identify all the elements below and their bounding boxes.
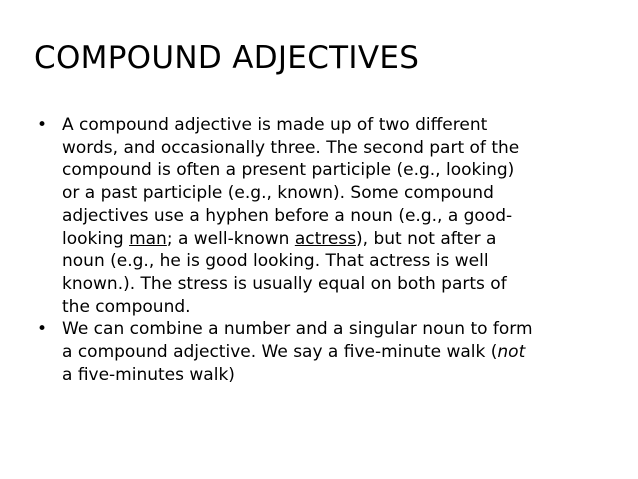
underlined-word-actress: actress: [294, 228, 357, 249]
bullet1-line-9: the compound.: [62, 296, 191, 317]
italic-word-not: not: [497, 342, 526, 363]
bullet1-line-8: known.). The stress is usually equal on both parts of: [62, 273, 507, 294]
bullet-item-number-noun: [36, 318, 596, 386]
bullet2-line-3: a five-minutes walk): [62, 364, 235, 385]
text-segment: looking: [62, 228, 130, 249]
bullet1-line-6: [62, 228, 596, 251]
bullet-list: [36, 114, 596, 386]
bullet1-line-3: compound is often a present participle (e.g., looking): [62, 160, 515, 181]
bullet-marker: •: [37, 319, 48, 340]
text-segment: a compound adjective. We say a five-minute walk (: [62, 342, 498, 363]
slide-title: COMPOUND ADJECTIVES: [34, 40, 420, 76]
bullet2-line-1: We can combine a number and a singular noun to form: [62, 319, 533, 340]
bullet2-line-2: [62, 341, 596, 364]
bullet-item-definition: [36, 114, 596, 318]
bullet1-line-2: words, and occasionally three. The second part of the: [62, 137, 520, 158]
bullet1-line-5: adjectives use a hyphen before a noun (e.g., a good-: [62, 205, 513, 226]
bullet1-line-4: or a past participle (e.g., known). Some compound: [62, 183, 494, 204]
bullet-marker: •: [37, 115, 48, 135]
text-segment: ), but not after a: [356, 228, 497, 249]
text-segment: ; a well-known: [166, 228, 295, 249]
underlined-word-man: man: [129, 228, 167, 249]
bullet1-line-7: noun (e.g., he is good looking. That actress is well: [62, 251, 489, 272]
bullet1-line-1: A compound adjective is made up of two different: [62, 115, 488, 135]
